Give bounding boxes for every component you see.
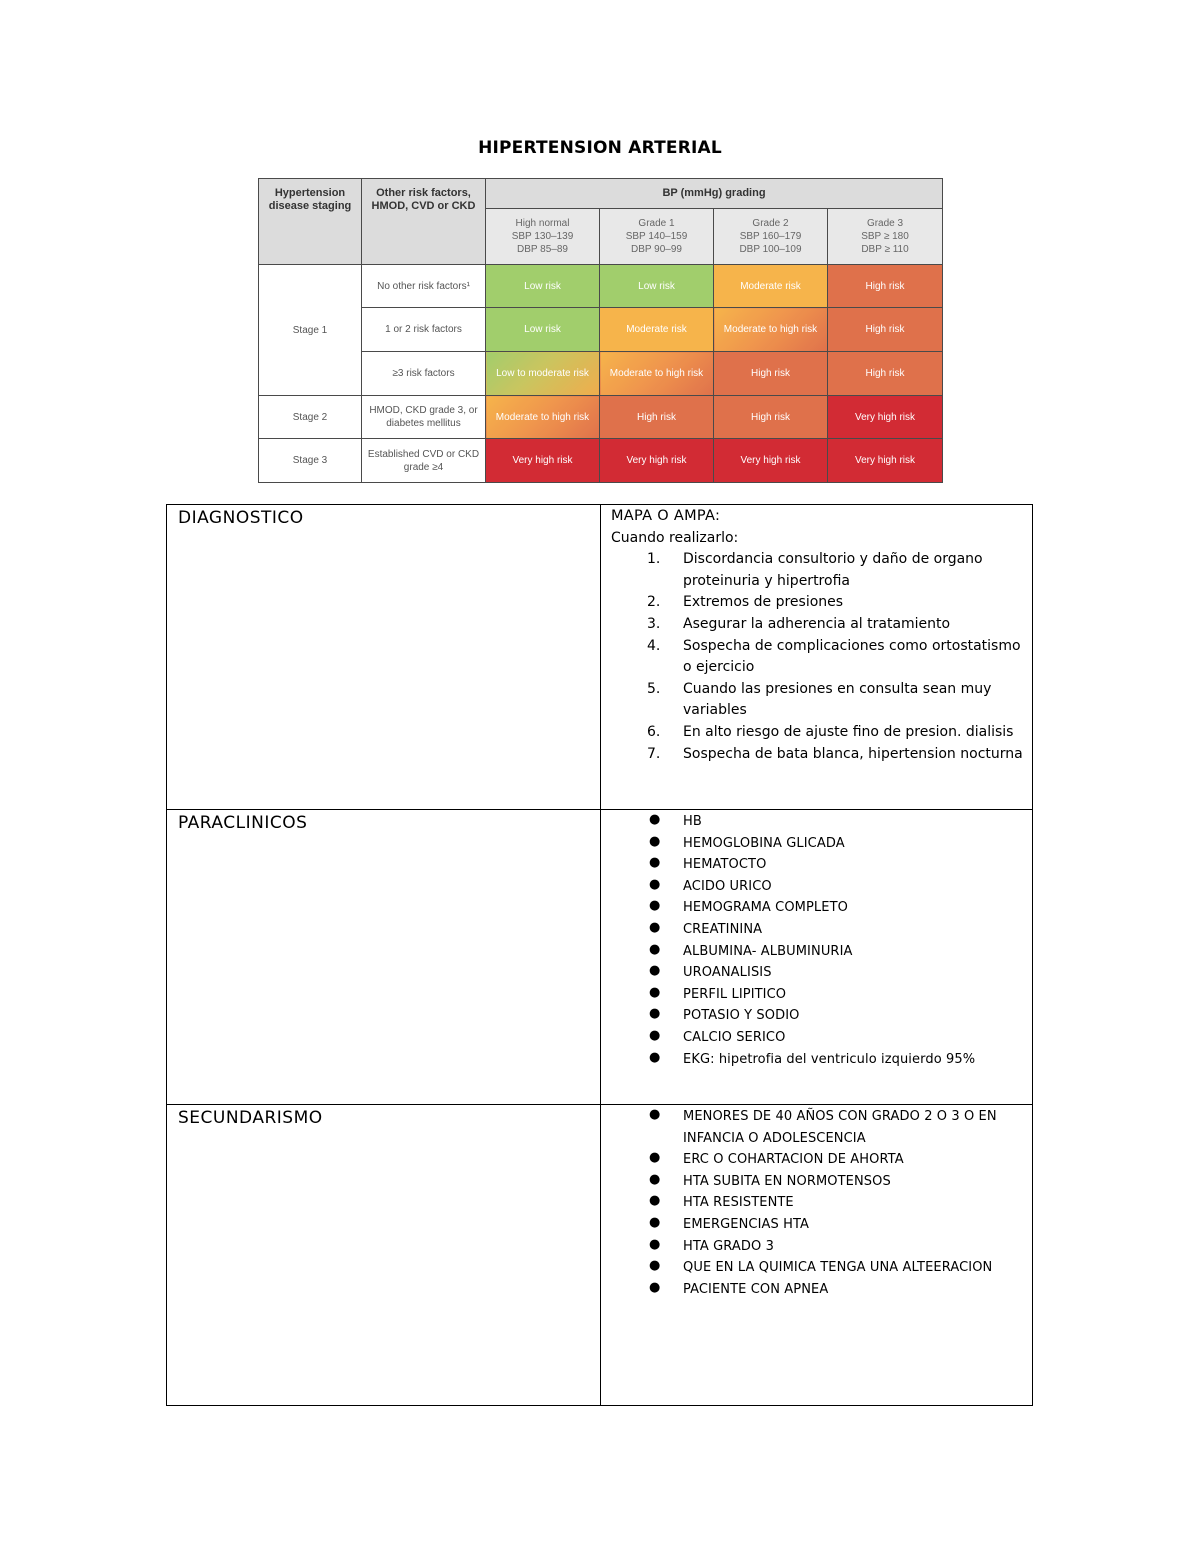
diagnostico-list [611,549,1024,765]
grade-header: Grade 1 SBP 140–159 DBP 90–99 [600,209,714,265]
page-title: HIPERTENSION ARTERIAL [478,138,722,158]
list-item: ● HTA SUBITA EN NORMOTENSOS [649,1171,891,1189]
header-bp-grading: BP (mmHg) grading [486,179,943,209]
bullet-icon: ● [649,1027,661,1043]
risk-cell: Moderate to high risk [714,308,828,352]
risk-cell: Moderate to high risk [486,396,600,439]
diagnostico-content [601,505,1033,810]
list-item: 6. En alto riesgo de ajuste fino de presion. dialisis [647,723,1014,740]
bullet-icon: ● [649,1150,661,1166]
bullet-icon: ● [649,833,661,849]
grade-header: Grade 2 SBP 160–179 DBP 100–109 [714,209,828,265]
list-item: ● MENORES DE 40 AÑOS CON GRADO 2 O 3 O EN INFANCIA O ADOLESCENCIA [649,1107,997,1146]
list-item: ● ERC O COHARTACION DE AHORTA [649,1150,904,1168]
bullet-icon: ● [649,1049,661,1065]
stage-label: Stage 2 [259,396,362,439]
list-item: 4. Sospecha de complicaciones como ortostatismo o ejercicio [647,637,1021,676]
list-item: ● PERFIL LIPITICO [649,984,787,1002]
section-heading: DIAGNOSTICO [178,508,304,528]
bullet-icon: ● [649,984,661,1000]
risk-table [258,178,943,483]
secundarismo-content [601,1105,1033,1406]
risk-factor-label: Established CVD or CKD grade ≥4 [362,439,486,483]
risk-cell: Very high risk [828,439,943,483]
stage-label: Stage 1 [259,265,362,396]
bullet-icon: ● [649,1214,661,1230]
risk-cell: High risk [828,265,943,308]
list-item: ● HEMOGRAMA COMPLETO [649,898,848,916]
bullet-icon: ● [649,1107,661,1122]
list-item: 5. Cuando las presiones en consulta sean muy variables [647,680,992,719]
list-item: ● EKG: hipetrofia del ventriculo izquierdo 95% [649,1049,976,1067]
risk-cell: High risk [714,396,828,439]
list-item: ● EMERGENCIAS HTA [649,1214,809,1232]
list-item: ● CREATININA [649,919,763,937]
bullet-icon: ● [649,963,661,979]
bullet-icon: ● [649,941,661,957]
stage-label: Stage 3 [259,439,362,483]
paraclinicos-content [601,810,1033,1105]
risk-cell: Very high risk [828,396,943,439]
risk-cell: Moderate to high risk [600,352,714,396]
list-item: ● POTASIO Y SODIO [649,1006,800,1024]
grade-header: Grade 3 SBP ≥ 180 DBP ≥ 110 [828,209,943,265]
risk-factor-label: No other risk factors¹ [362,265,486,308]
cuando-label: Cuando realizarlo: [611,529,739,546]
section-heading: PARACLINICOS [178,813,308,833]
list-item: ● HEMATOCTO [649,855,767,873]
paraclinicos-list [611,811,1024,1070]
risk-cell: High risk [600,396,714,439]
risk-chart-image [258,178,942,482]
risk-factor-label: 1 or 2 risk factors [362,308,486,352]
content-table [166,504,1033,1406]
list-item: ● PACIENTE CON APNEA [649,1279,829,1297]
mapa-heading: MAPA O AMPA: [611,508,721,524]
grade-header: High normal SBP 130–139 DBP 85–89 [486,209,600,265]
list-item: 1. Discordancia consultorio y daño de organo proteinuria y hipertrofia [647,551,983,589]
bullet-icon: ● [649,898,661,914]
header-risk-factors: Other risk factors, HMOD, CVD or CKD [362,179,486,265]
list-item: ● HTA GRADO 3 [649,1236,774,1254]
section-heading: SECUNDARISMO [178,1108,323,1128]
bullet-icon: ● [649,876,661,892]
bullet-icon: ● [649,1279,661,1295]
bullet-icon: ● [649,1171,661,1187]
risk-cell: Very high risk [714,439,828,483]
diagnostico-cell [167,505,601,810]
risk-factor-label: HMOD, CKD grade 3, or diabetes mellitus [362,396,486,439]
bullet-icon: ● [649,1236,661,1252]
list-item: ● UROANALISIS [649,963,772,981]
risk-cell: Low to moderate risk [486,352,600,396]
secundarismo-cell [167,1105,601,1406]
bullet-icon: ● [649,855,661,871]
risk-cell: High risk [828,308,943,352]
header-staging: Hypertension disease staging [259,179,362,265]
bullet-icon: ● [649,1193,661,1209]
list-item: ● HTA RESISTENTE [649,1193,794,1211]
bullet-icon: ● [649,1258,661,1274]
list-item: 2. Extremos de presiones [647,594,844,611]
risk-cell: High risk [714,352,828,396]
risk-cell: High risk [828,352,943,396]
list-item: ● CALCIO SERICO [649,1027,786,1045]
list-item: 3. Asegurar la adherencia al tratamiento [647,615,951,632]
bullet-icon: ● [649,1006,661,1022]
risk-factor-label: ≥3 risk factors [362,352,486,396]
secundarismo-list [611,1106,1024,1300]
list-item: ● HEMOGLOBINA GLICADA [649,833,845,851]
risk-cell: Very high risk [486,439,600,483]
list-item: ● ALBUMINA- ALBUMINURIA [649,941,853,959]
bullet-icon: ● [649,919,661,935]
risk-cell: Moderate risk [600,308,714,352]
risk-cell: Low risk [486,308,600,352]
risk-cell: Low risk [600,265,714,308]
risk-cell: Low risk [486,265,600,308]
risk-cell: Moderate risk [714,265,828,308]
risk-cell: Very high risk [600,439,714,483]
list-item: ● ACIDO URICO [649,876,772,894]
list-item: 7. Sospecha de bata blanca, hipertension nocturna [647,745,1023,762]
bullet-icon: ● [649,812,661,827]
paraclinicos-cell [167,810,601,1105]
list-item: ● QUE EN LA QUIMICA TENGA UNA ALTEERACION [649,1258,993,1276]
list-item: ● HB [649,812,702,829]
